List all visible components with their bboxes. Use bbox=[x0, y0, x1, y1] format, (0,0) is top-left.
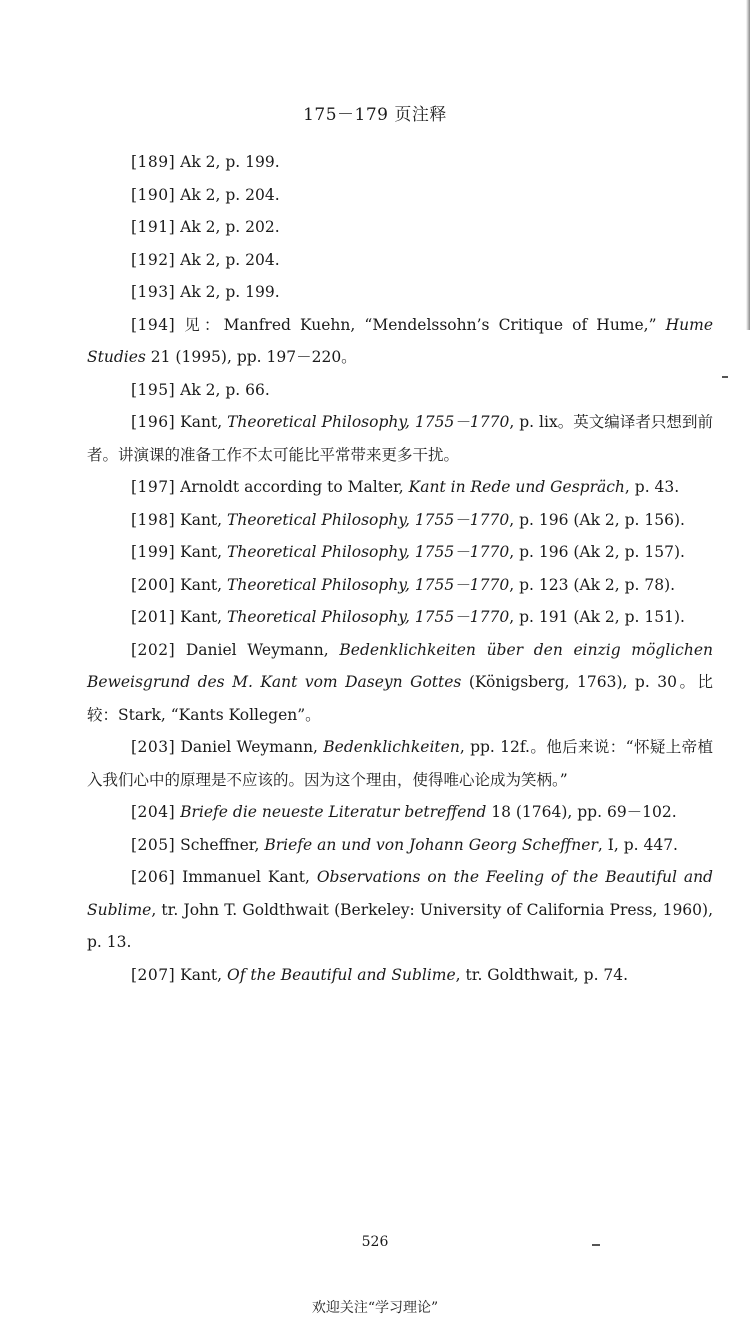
endnote-number: [191] bbox=[131, 218, 176, 236]
running-header: 175－179 页注释 bbox=[303, 105, 447, 125]
endnote bbox=[87, 309, 713, 374]
endnote-number: [207] bbox=[131, 965, 176, 984]
endnote-number: [201] bbox=[131, 608, 176, 626]
endnote-text: Daniel Weymann, bbox=[180, 738, 324, 756]
endnote bbox=[87, 211, 713, 244]
endnote-text: , p. lix。英文编译者只想到前者。讲演课的准备工作不太可能比平常带来更多干扰。 bbox=[87, 413, 713, 464]
endnote-title-italic: Observations on the Feeling of the Beautiful and Sublime bbox=[87, 868, 713, 919]
endnote-text: 18 (1764), pp. 69－102. bbox=[486, 803, 677, 821]
endnote-text: Daniel Weymann, bbox=[185, 640, 340, 659]
endnote-number: [197] bbox=[131, 478, 176, 496]
endnote-number: [195] bbox=[131, 380, 176, 399]
endnote-number: [204] bbox=[131, 803, 176, 821]
endnote-number: [192] bbox=[131, 250, 176, 269]
endnote-text: (Königsberg, 1763), p. 30。比较：Stark, “Kants Kollegen”。 bbox=[87, 673, 713, 724]
endnotes-list bbox=[87, 146, 713, 991]
endnote-title-italic: Kant in Rede und Gespräch bbox=[408, 478, 625, 496]
endnote bbox=[87, 504, 713, 537]
endnote-number: [199] bbox=[131, 543, 176, 561]
endnote-title-italic: Briefe an und von Johann Georg Scheffner bbox=[264, 835, 598, 854]
endnote-text: Kant, bbox=[180, 608, 228, 626]
endnote-number: [198] bbox=[131, 510, 176, 529]
endnote bbox=[87, 536, 713, 569]
endnote-text: Ak 2, p. 199. bbox=[180, 283, 280, 301]
endnote-text: Ak 2, p. 66. bbox=[180, 380, 270, 399]
endnote-number: [205] bbox=[131, 835, 176, 854]
endnote-text: , I, p. 447. bbox=[597, 835, 678, 854]
endnote-text: Scheffner, bbox=[180, 835, 265, 854]
endnote-title-italic: Hume Studies bbox=[87, 315, 713, 366]
watermark-footer: 欢迎关注“学习理论” bbox=[311, 1300, 439, 1316]
endnote-text: , p. 196 (Ak 2, p. 156). bbox=[509, 510, 685, 529]
endnote-text: Kant, bbox=[180, 510, 228, 529]
page-number: 526 bbox=[361, 1234, 389, 1250]
endnote bbox=[87, 601, 713, 634]
endnote bbox=[87, 861, 713, 959]
endnote-title-italic: Briefe die neueste Literatur betreffend bbox=[180, 803, 487, 821]
endnote-text: , p. 191 (Ak 2, p. 151). bbox=[509, 608, 685, 626]
endnote-title-italic: Bedenklichkeiten über den einzig möglichen Beweisgrund des M. Kant vom Daseyn Gottes bbox=[87, 640, 713, 691]
endnote-text: 21 (1995), pp. 197－220。 bbox=[145, 348, 357, 366]
endnote bbox=[87, 569, 713, 602]
endnote bbox=[87, 374, 713, 407]
endnote-number: [190] bbox=[131, 185, 176, 204]
endnote-title-italic: Theoretical Philosophy, 1755－1770 bbox=[227, 575, 510, 594]
endnote-text: Kant, bbox=[180, 575, 228, 594]
endnote-number: [202] bbox=[131, 640, 176, 659]
endnote-text: , pp. 12f.。他后来说：“怀疑上帝植入我们心中的原理是不应该的。因为这个理由，使得唯心论成为笑柄。” bbox=[87, 738, 713, 789]
endnote-number: [194] bbox=[131, 315, 176, 334]
endnote-text: Ak 2, p. 204. bbox=[180, 185, 280, 204]
endnote-number: [189] bbox=[131, 153, 176, 171]
endnote bbox=[87, 959, 713, 992]
endnote-title-italic: Of the Beautiful and Sublime bbox=[227, 965, 456, 984]
endnote bbox=[87, 829, 713, 862]
endnote bbox=[87, 731, 713, 796]
endnote-number: [193] bbox=[131, 283, 176, 301]
endnote-number: [200] bbox=[131, 575, 176, 594]
endnote-title-italic: Theoretical Philosophy, 1755－1770 bbox=[227, 608, 510, 626]
endnote bbox=[87, 406, 713, 471]
endnote-text: , tr. Goldthwait, p. 74. bbox=[455, 965, 629, 984]
scan-edge-shadow bbox=[746, 0, 750, 330]
endnote bbox=[87, 179, 713, 212]
scan-speck bbox=[722, 376, 728, 378]
endnote bbox=[87, 244, 713, 277]
endnote bbox=[87, 796, 713, 829]
endnote bbox=[87, 276, 713, 309]
endnote bbox=[87, 634, 713, 732]
endnote-number: [206] bbox=[131, 868, 176, 886]
endnote-text: , p. 196 (Ak 2, p. 157). bbox=[509, 543, 685, 561]
endnote-title-italic: Theoretical Philosophy, 1755－1770 bbox=[227, 413, 510, 431]
endnote-text: , p. 43. bbox=[624, 478, 680, 496]
endnote-number: [203] bbox=[131, 738, 176, 756]
endnote bbox=[87, 471, 713, 504]
endnote-title-italic: Theoretical Philosophy, 1755－1770 bbox=[227, 510, 510, 529]
endnote-number: [196] bbox=[131, 413, 176, 431]
endnote-text: Arnoldt according to Malter, bbox=[180, 478, 409, 496]
endnote-text: 见：Manfred Kuehn, “Mendelssohn’s Critique of Hume,” bbox=[184, 315, 666, 334]
endnote-text: , tr. John T. Goldthwait (Berkeley: University of California Press, 1960), p. 13. bbox=[87, 900, 713, 951]
endnote-text: Ak 2, p. 204. bbox=[180, 250, 280, 269]
endnote-text: Kant, bbox=[180, 965, 228, 984]
endnote-text: Kant, bbox=[180, 413, 228, 431]
endnote-title-italic: Theoretical Philosophy, 1755－1770 bbox=[227, 543, 510, 561]
endnote-text: Kant, bbox=[180, 543, 228, 561]
endnote bbox=[87, 146, 713, 179]
endnote-text: , p. 123 (Ak 2, p. 78). bbox=[509, 575, 676, 594]
endnote-title-italic: Bedenklichkeiten bbox=[323, 738, 460, 756]
endnote-text: Ak 2, p. 199. bbox=[180, 153, 280, 171]
endnote-text: Ak 2, p. 202. bbox=[180, 218, 280, 236]
endnote-text: Immanuel Kant, bbox=[182, 868, 317, 886]
